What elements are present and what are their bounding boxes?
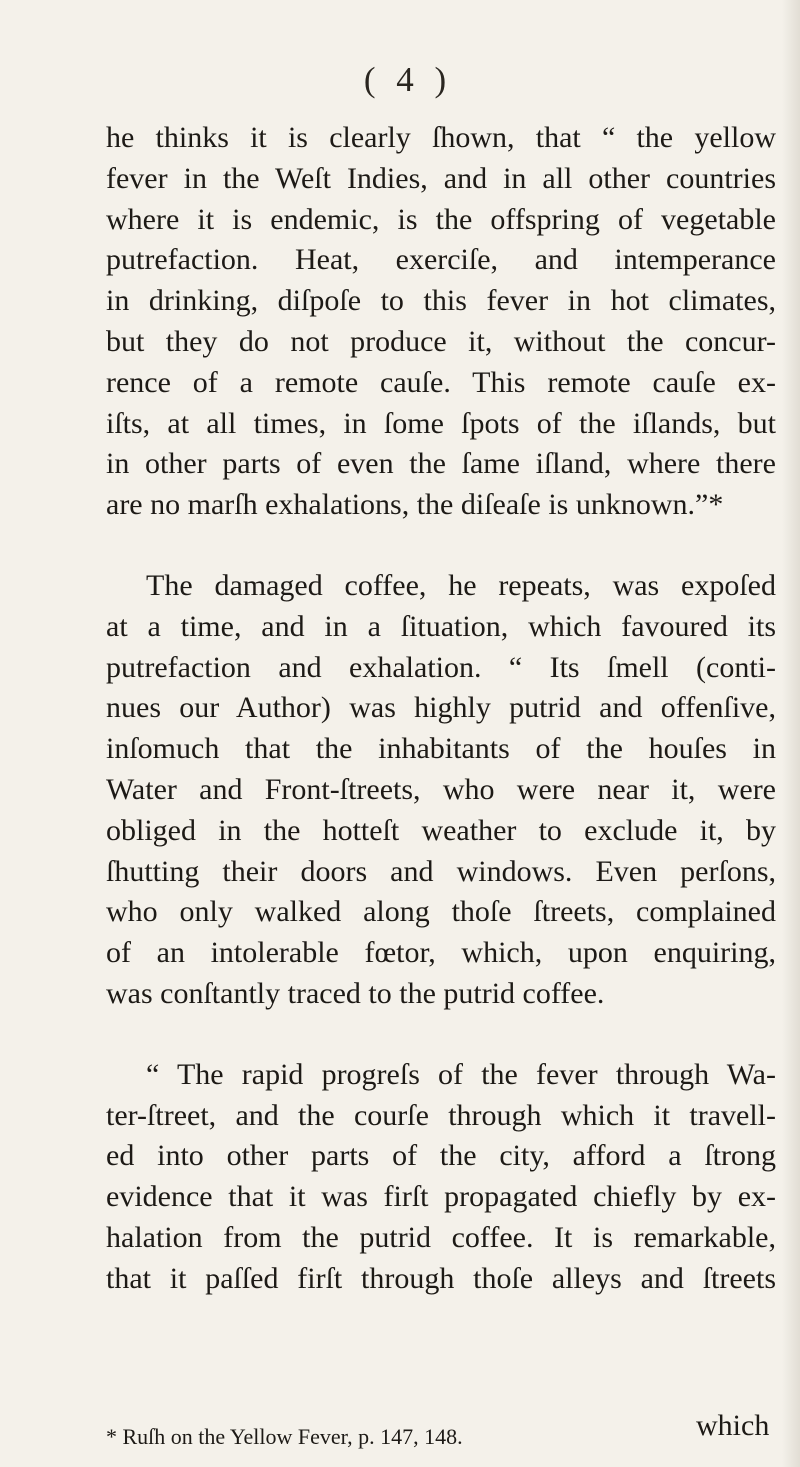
text-line: of an intolerable fœtor, which, upon enquiring,: [106, 936, 776, 970]
paragraph-3: [106, 1055, 776, 1300]
paragraph-gap: [106, 526, 776, 566]
text-line: halation from the putrid coffee. It is remarkable,: [106, 1220, 776, 1254]
text-line: evidence that it was firſt propagated chiefly by ex-: [106, 1180, 776, 1214]
text-line: inſomuch that the inhabitants of the houſes in: [106, 732, 776, 766]
text-line: he thinks it is clearly ſhown, that “ the yellow: [106, 121, 776, 154]
text-line: iſts, at all times, in ſome ſpots of the iſlands, but: [106, 406, 776, 440]
text-line: nues our Author) was highly putrid and offenſive,: [106, 691, 776, 725]
text-line: in other parts of even the ſame iſland, where there: [106, 447, 776, 481]
paragraph-2: [106, 566, 776, 1015]
body-text: [106, 118, 776, 1300]
text-line: putrefaction and exhalation. “ Its ſmell (conti-: [106, 650, 776, 684]
text-line: are no marſh exhalations, the diſeaſe is unknown.”*: [106, 488, 724, 522]
text-line: ed into other parts of the city, afford a ſtrong: [106, 1139, 776, 1173]
text-line: at a time, and in a ſituation, which favoured its: [106, 609, 776, 643]
text-line: fever in the Weſt Indies, and in all other countries: [106, 161, 776, 195]
text-line: putrefaction. Heat, exerciſe, and intemperance: [106, 243, 776, 277]
text-line: that it paſſed firſt through thoſe alleys and ſtreets: [106, 1261, 776, 1295]
text-line: The damaged coffee, he repeats, was expoſed: [146, 568, 776, 602]
text-line: where it is endemic, is the offspring of vegetable: [106, 202, 776, 236]
footnote: * Ruſh on the Yellow Fever, p. 147, 148.: [106, 1424, 463, 1449]
paragraph-1: [106, 118, 776, 526]
catchword: which: [696, 1409, 770, 1442]
text-line: Water and Front-ſtreets, who were near it, were: [106, 772, 776, 806]
text-line: was conſtantly traced to the putrid coffee.: [106, 976, 605, 1010]
paragraph-gap: [106, 1015, 776, 1055]
page-number: ( 4 ): [363, 60, 453, 99]
text-line: in drinking, diſpoſe to this fever in hot climates,: [106, 284, 776, 318]
text-line: ſhutting their doors and windows. Even perſons,: [106, 854, 776, 888]
text-line: “ The rapid progreſs of the fever through Wa-: [146, 1057, 776, 1091]
text-line: obliged in the hotteſt weather to exclude it, by: [106, 813, 776, 847]
text-line: rence of a remote cauſe. This remote cauſe ex-: [106, 365, 776, 399]
text-line: but they do not produce it, without the concur-: [106, 324, 776, 358]
page-edge-shadow: [782, 0, 800, 1467]
text-line: who only walked along thoſe ſtreets, complained: [106, 895, 776, 929]
text-line: ter-ſtreet, and the courſe through which it travell-: [106, 1098, 776, 1132]
